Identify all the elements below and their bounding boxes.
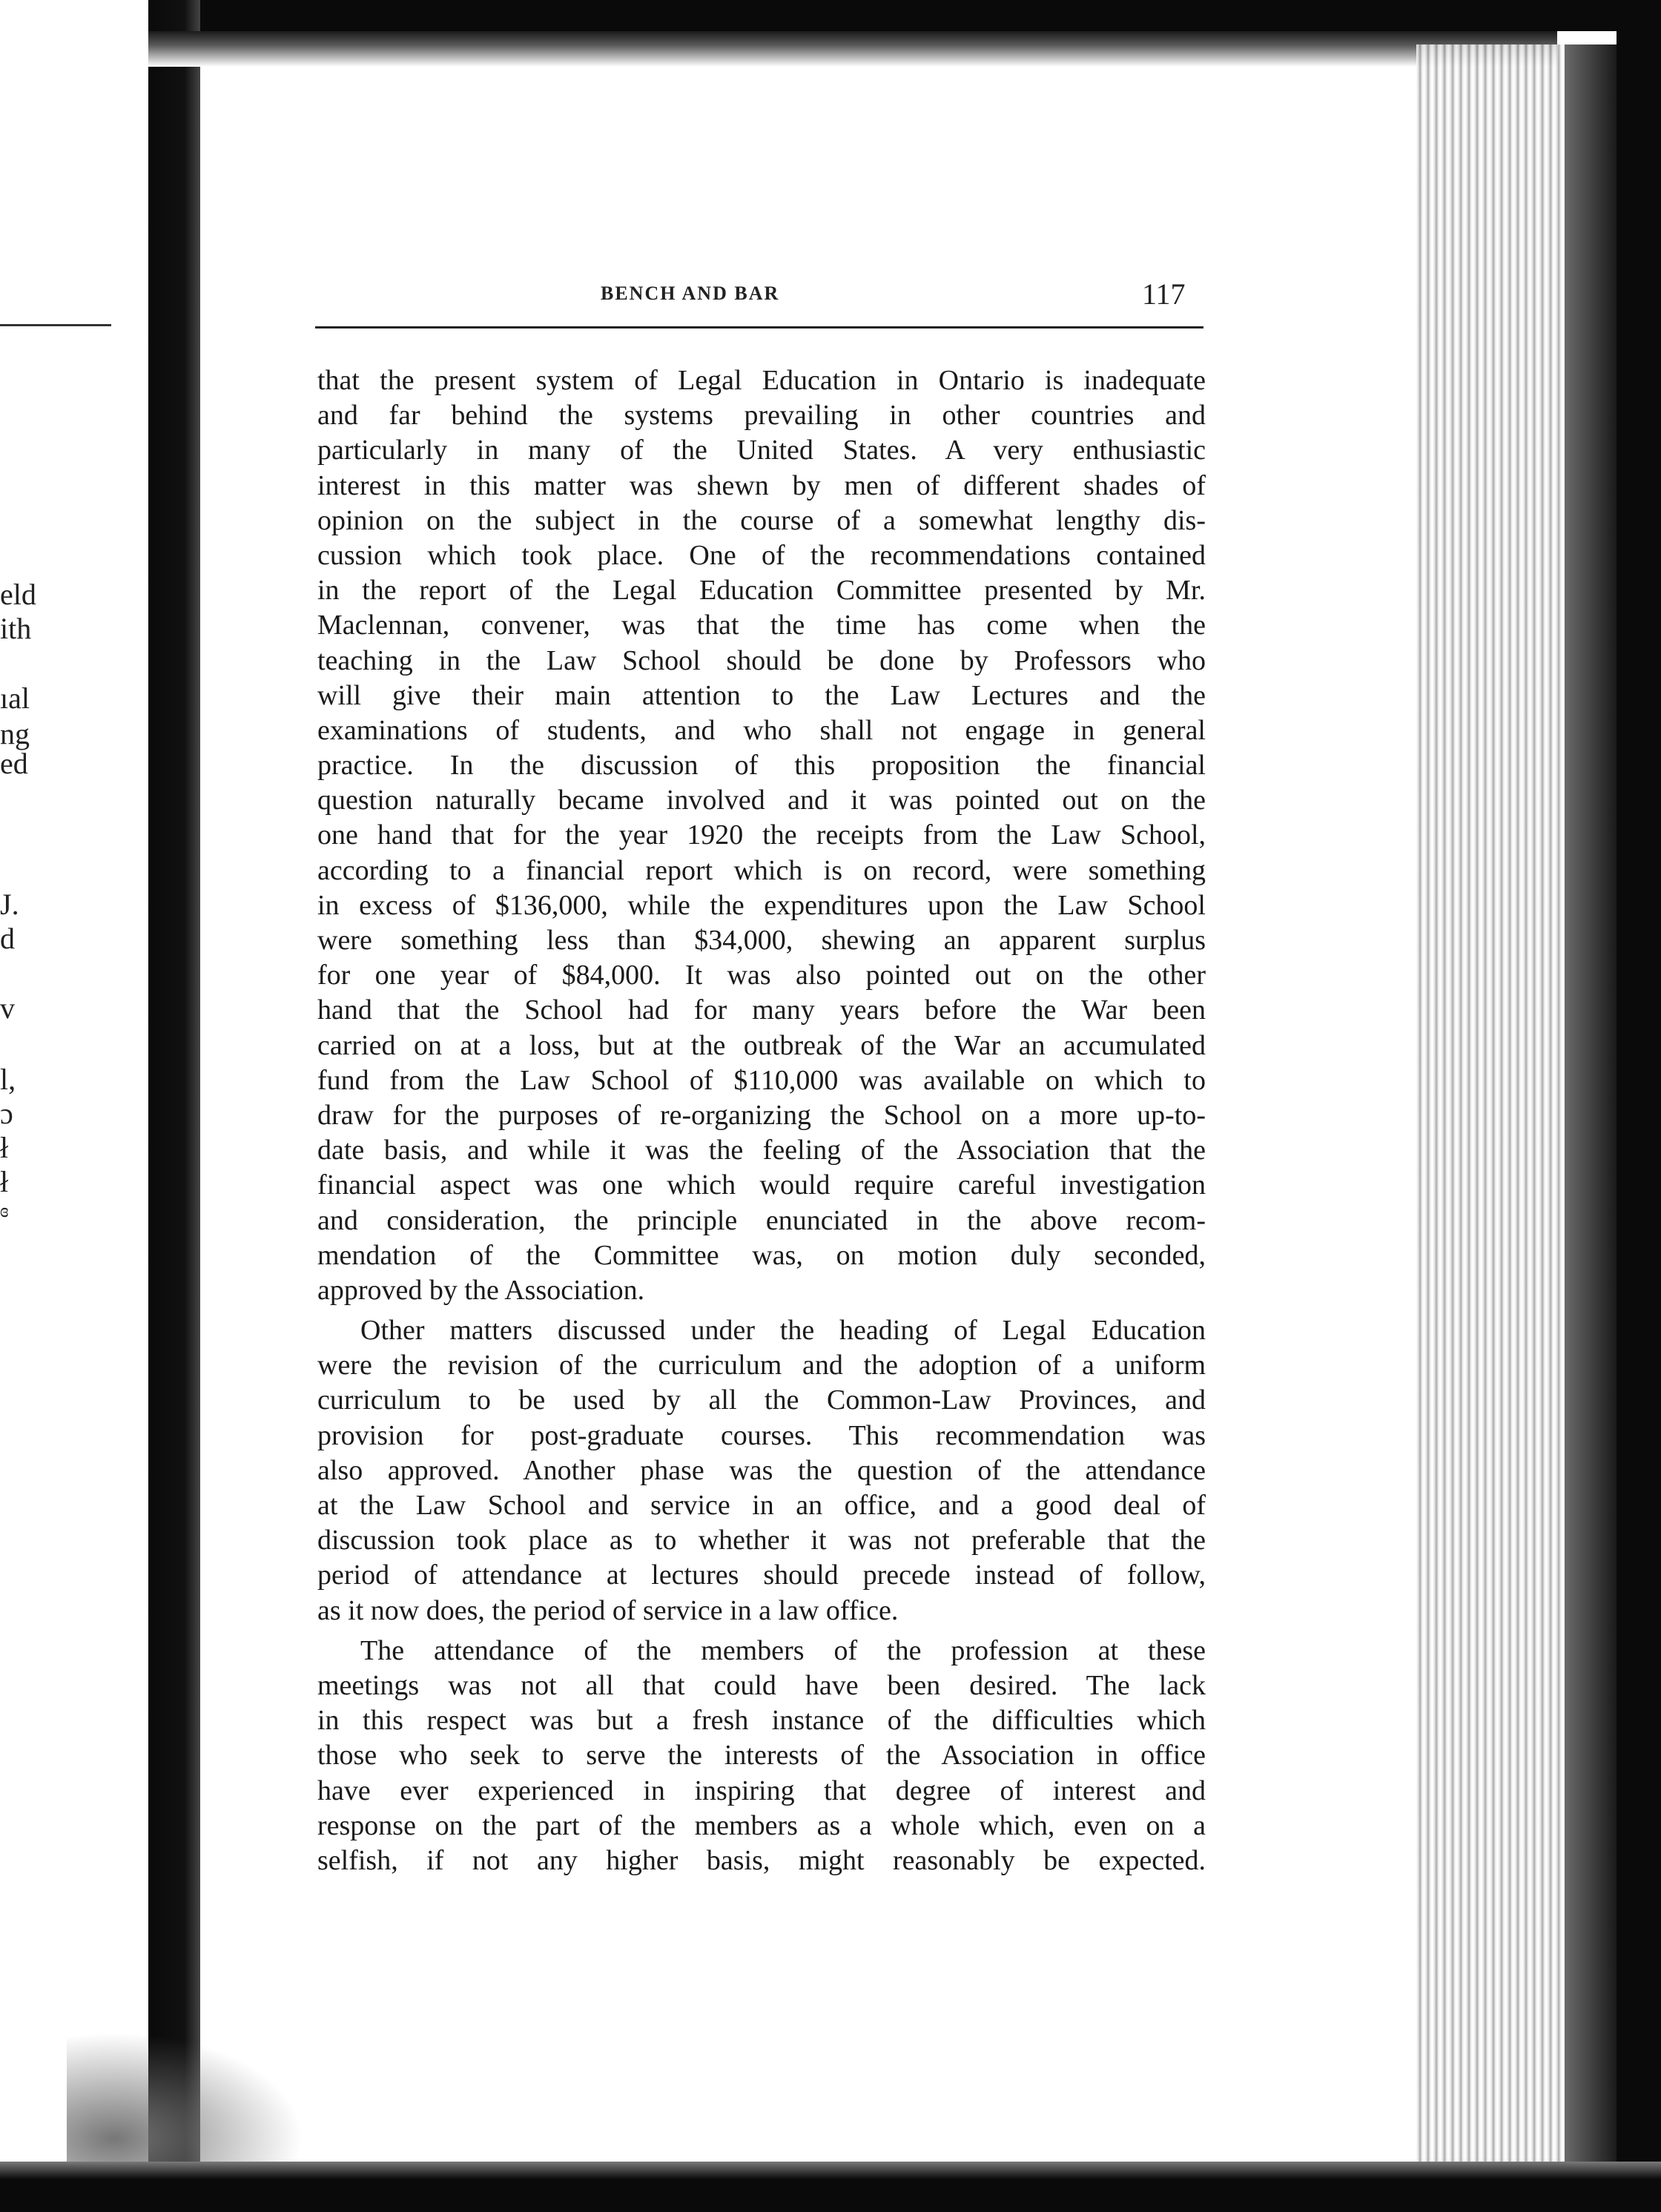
text-line: that the present system of Legal Education in Ontario is inadequate — [317, 365, 1206, 396]
text-line: teaching in the Law School should be done by Professors who — [317, 644, 1206, 676]
left-fragment-text: v — [0, 991, 15, 1025]
text-line: response on the part of the members as a whole which, even on a — [317, 1809, 1206, 1841]
body-text — [317, 363, 1206, 1878]
text-line: practice. In the discussion of this proposition the financial — [317, 750, 1206, 782]
text-line: particularly in many of the United States. A very enthusiastic — [317, 435, 1206, 466]
text-line: according to a financial report which is on record, were something — [317, 854, 1206, 886]
text-line: discussion took place as to whether it was not preferable that the — [317, 1525, 1206, 1556]
left-page-rule — [0, 324, 111, 326]
scan-border-top — [148, 0, 1661, 31]
left-fragment-text: l, — [0, 1063, 16, 1096]
text-line: hand that the School had for many years before the War been — [317, 994, 1206, 1026]
page-number: 117 — [1142, 277, 1186, 311]
text-line: in excess of $136,000, while the expenditures upon the Law School — [317, 889, 1206, 921]
left-fragment-text: ıal — [0, 681, 30, 715]
text-line: and far behind the systems prevailing in other countries and — [317, 400, 1206, 432]
left-fragment-text: ith — [0, 612, 32, 645]
text-line: draw for the purposes of re-organizing the School on a more up-to- — [317, 1099, 1206, 1131]
text-line: period of attendance at lectures should precede instead of follow, — [317, 1559, 1206, 1591]
scan-smudge — [67, 2032, 304, 2165]
text-line: carried on at a loss, but at the outbreak of the War an accumulated — [317, 1029, 1206, 1061]
text-line: were something less than $34,000, shewing an apparent surplus — [317, 925, 1206, 956]
paragraph — [317, 1313, 1206, 1628]
text-line: those who seek to serve the interests of the Association in office — [317, 1740, 1206, 1772]
text-line: also approved. Another phase was the question of the attendance — [317, 1454, 1206, 1486]
text-line: were the revision of the curriculum and the adoption of a uniform — [317, 1350, 1206, 1381]
text-line: as it now does, the period of service in a law office. — [317, 1594, 899, 1626]
paragraph-gap — [317, 1628, 1206, 1634]
scan-border-bottom — [0, 2162, 1661, 2212]
left-fragment-text: eld — [0, 578, 36, 611]
text-line: fund from the Law School of $110,000 was available on which to — [317, 1064, 1206, 1096]
left-fragment-text: ł — [0, 1131, 9, 1164]
text-line: selfish, if not any higher basis, might reasonably be expected. — [317, 1844, 1206, 1876]
left-fragment-text: ɔ — [0, 1097, 13, 1130]
text-line: have ever experienced in inspiring that degree of interest and — [317, 1774, 1206, 1806]
left-fragment-text: d — [0, 922, 15, 955]
scan-border-right — [1617, 0, 1661, 2212]
text-line: curriculum to be used by all the Common-Law Provinces, and — [317, 1384, 1206, 1416]
text-line: Other matters discussed under the heading of Legal Education — [360, 1315, 1206, 1347]
text-line: in the report of the Legal Education Committee presented by Mr. — [317, 575, 1206, 607]
text-line: examinations of students, and who shall not engage in general — [317, 714, 1206, 746]
text-line: mendation of the Committee was, on motion duly seconded, — [317, 1239, 1206, 1271]
text-line: at the Law School and service in an office, and a good deal of — [317, 1490, 1206, 1521]
page-edge-shadow — [1565, 44, 1617, 2165]
text-line: Maclennan, convener, was that the time has come when the — [317, 610, 1206, 641]
left-fragment-text: ng — [0, 717, 30, 750]
text-line: and consideration, the principle enunciated in the above recom- — [317, 1204, 1206, 1236]
paragraph-gap — [317, 1308, 1206, 1313]
text-line: financial aspect was one which would require careful investigation — [317, 1169, 1206, 1201]
text-line: approved by the Association. — [317, 1274, 645, 1306]
scan-border-top-shadow — [148, 31, 1557, 67]
running-head: BENCH AND BAR — [601, 283, 780, 304]
text-line: for one year of $84,000. It was also pointed out on the other — [317, 960, 1206, 991]
book-spine-shadow — [148, 0, 200, 2212]
left-fragment-text: ed — [0, 747, 28, 780]
text-line: one hand that for the year 1920 the receipts from the Law School, — [317, 819, 1206, 851]
text-line: opinion on the subject in the course of a somewhat lengthy dis- — [317, 504, 1206, 536]
text-line: date basis, and while it was the feeling of the Association that the — [317, 1135, 1206, 1166]
paragraph — [317, 363, 1206, 1308]
text-line: question naturally became involved and it was pointed out on the — [317, 785, 1206, 816]
text-line: provision for post-graduate courses. This recommendation was — [317, 1419, 1206, 1451]
text-line: interest in this matter was shewn by men of different shades of — [317, 469, 1206, 501]
left-fragment-text: ł — [0, 1165, 9, 1198]
text-line: cussion which took place. One of the recommendations contained — [317, 539, 1206, 571]
left-fragment-text: J. — [0, 888, 19, 921]
header-rule — [315, 326, 1203, 329]
left-page-fragment — [0, 0, 148, 2212]
paragraph — [317, 1634, 1206, 1878]
text-line: will give their main attention to the Law Lectures and the — [317, 679, 1206, 711]
text-line: meetings was not all that could have been desired. The lack — [317, 1669, 1206, 1701]
text-line: in this respect was but a fresh instance of the difficulties which — [317, 1705, 1206, 1737]
left-fragment-text: ɞ — [0, 1200, 9, 1221]
text-line: The attendance of the members of the profession at these — [360, 1634, 1206, 1666]
